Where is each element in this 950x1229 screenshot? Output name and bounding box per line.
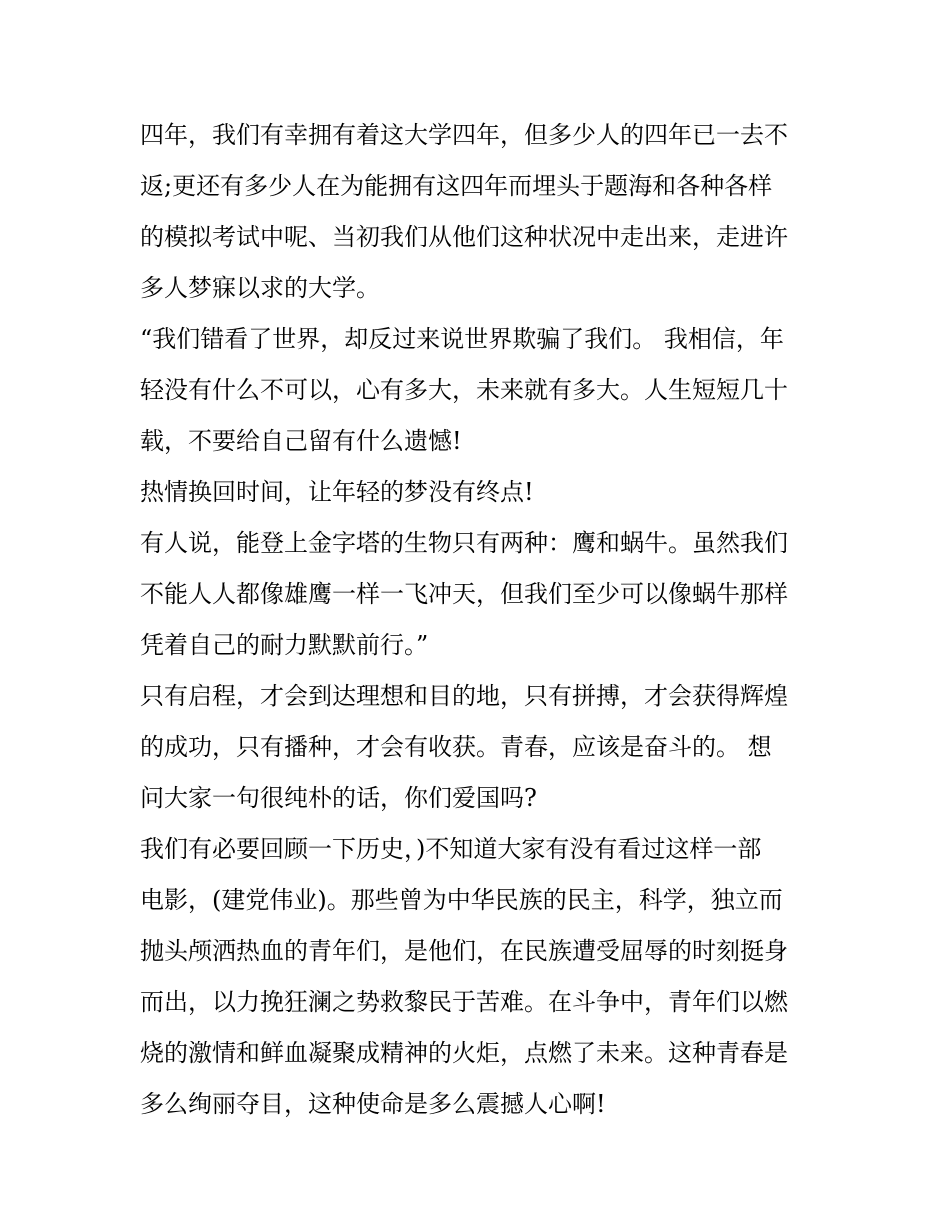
text-line-17: 抛头颅洒热血的青年们，是他们，在民族遭受屈辱的时刻挺身 [140, 937, 788, 965]
text-line-1: 四年，我们有幸拥有着这大学四年，但多少人的四年已一去不 [140, 121, 788, 149]
text-line-3: 的模拟考试中呢、当初我们从他们这种状况中走出来，走进许 [140, 223, 788, 251]
text-line-11: 凭着自己的耐力默默前行。” [140, 631, 429, 659]
text-line-15: 我们有必要回顾一下历史，)不知道大家有没有看过这样一部 [140, 835, 762, 863]
text-line-6: 轻没有什么不可以，心有多大，未来就有多大。人生短短几十 [140, 376, 788, 404]
text-line-12: 只有启程，才会到达理想和目的地，只有拼搏，才会获得辉煌 [140, 682, 788, 710]
text-line-20: 多么绚丽夺目，这种使命是多么震撼人心啊! [140, 1090, 606, 1118]
text-line-16: 电影，(建党伟业)。那些曾为中华民族的民主，科学，独立而 [140, 886, 783, 914]
text-line-5: “我们错看了世界，却反过来说世界欺骗了我们。 我相信，年 [140, 325, 784, 353]
text-line-19: 烧的激情和鲜血凝聚成精神的火炬，点燃了未来。这种青春是 [140, 1039, 788, 1067]
text-line-18: 而出，以力挽狂澜之势救黎民于苦难。在斗争中，青年们以燃 [140, 988, 788, 1016]
text-line-2: 返;更还有多少人在为能拥有这四年而埋头于题海和各种各样 [140, 172, 773, 200]
document-body [140, 110, 812, 1130]
text-line-4: 多人梦寐以求的大学。 [140, 274, 380, 302]
text-line-7: 载，不要给自己留有什么遗憾! [140, 427, 462, 455]
text-line-14: 问大家一句很纯朴的话，你们爱国吗? [140, 784, 537, 812]
text-line-10: 不能人人都像雄鹰一样一飞冲天，但我们至少可以像蜗牛那样 [140, 580, 788, 608]
text-line-8: 热情换回时间，让年轻的梦没有终点! [140, 478, 534, 506]
text-line-9: 有人说，能登上金字塔的生物只有两种：鹰和蜗牛。虽然我们 [140, 529, 788, 557]
text-line-13: 的成功，只有播种，才会有收获。青春，应该是奋斗的。 想 [140, 733, 772, 761]
